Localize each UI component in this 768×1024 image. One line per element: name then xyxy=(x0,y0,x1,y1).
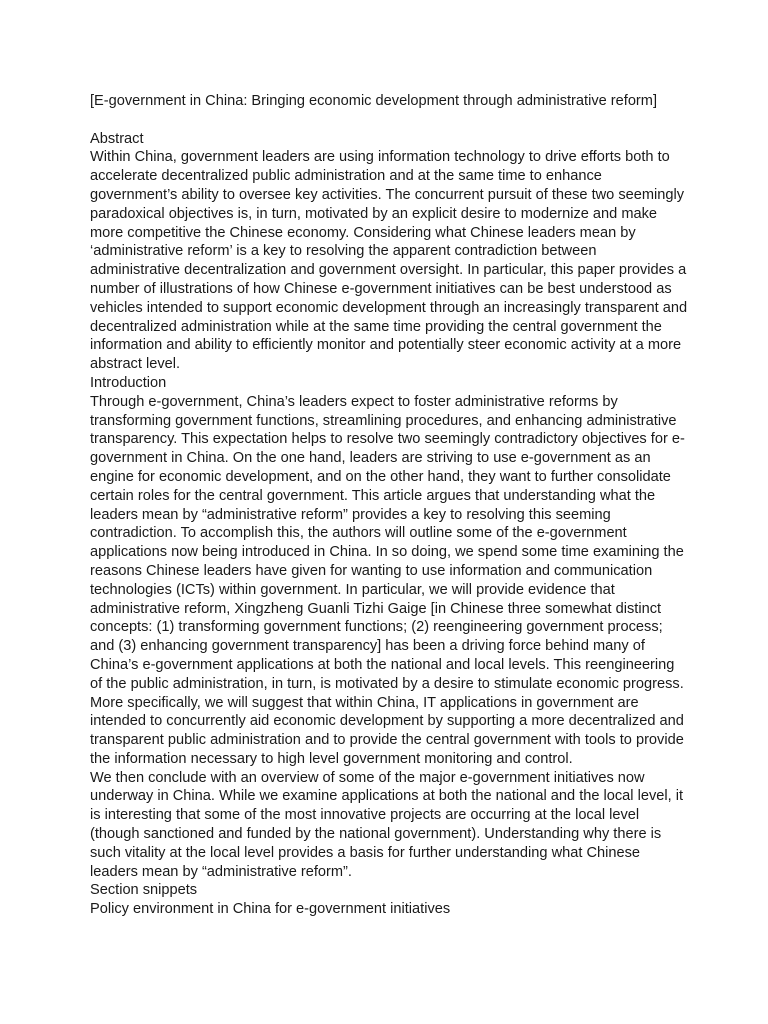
introduction-paragraph-2: We then conclude with an overview of some of the major e-government initiatives now underway in China. While we examine applications at both the national and the local level, it is interesting that some of the most innovative projects are occurring at the local level (though sanctioned and funded by the national government). Understanding why there is such vitality at the local level provides a basis for further understanding what Chinese leaders mean by “administrative reform”. xyxy=(90,769,684,880)
section-heading-snippets: Section snippets xyxy=(90,882,198,899)
section-heading-introduction: Introduction xyxy=(90,374,167,391)
section-heading-policy-environment: Policy environment in China for e-government initiatives xyxy=(90,901,451,918)
introduction-section xyxy=(90,374,690,882)
document-title: [E-government in China: Bringing economic development through administrative reform] xyxy=(90,93,658,109)
section-heading-abstract: Abstract xyxy=(90,130,144,147)
introduction-paragraph-1: Through e-government, China’s leaders expect to foster administrative reforms by transforming government functions, streamlining procedures, and enhancing administrative transparency. This expectation helps to resolve two seemingly contradictory objectives for e-government in China. On the one hand, leaders are striving to use e-government as an engine for economic development, and on the other hand, they want to further consolidate certain roles for the central government. This article argues that understanding what the leaders mean by “administrative reform” provides a key to resolving this seeming contradiction. To accomplish this, the authors will outline some of the e-government applications now being introduced in China. In so doing, we spend some time examining the reasons Chinese leaders have given for wanting to use information and communication technologies (ICTs) within government. In particular, we will provide evidence that administrative reform, Xingzheng Guanli Tizhi Gaige [in Chinese three somewhat distinct concepts: (1) transforming government functions; (2) reengineering government process; and (3) enhancing government transparency] has been a driving force behind many of China’s e-government applications at both the national and local levels. This reengineering of the public administration, in turn, is motivated by a desire to stimulate economic progress. More specifically, we will suggest that within China, IT applications in government are intended to concurrently aid economic development by supporting a more decentralized and transparent public administration and to provide the central government with tools to provide the information necessary to high level government monitoring and control. xyxy=(90,393,685,767)
abstract-section xyxy=(90,130,690,374)
document-page xyxy=(90,92,690,919)
abstract-paragraph: Within China, government leaders are using information technology to drive efforts both to accelerate decentralized public administration and at the same time to enhance government’s ability to oversee key activities. The concurrent pursuit of these two seemingly paradoxical objectives is, in turn, motivated by an explicit desire to modernize and make more competitive the Chinese economy. Considering what Chinese leaders mean by ‘administrative reform’ is a key to resolving the apparent contradiction between administrative decentralization and government oversight. In particular, this paper provides a number of illustrations of how Chinese e-government initiatives can be best understood as vehicles intended to support economic development through an increasingly transparent and decentralized administration while at the same time providing the central government the information and ability to efficiently monitor and potentially steer economic activity at a more abstract level. xyxy=(90,149,688,373)
